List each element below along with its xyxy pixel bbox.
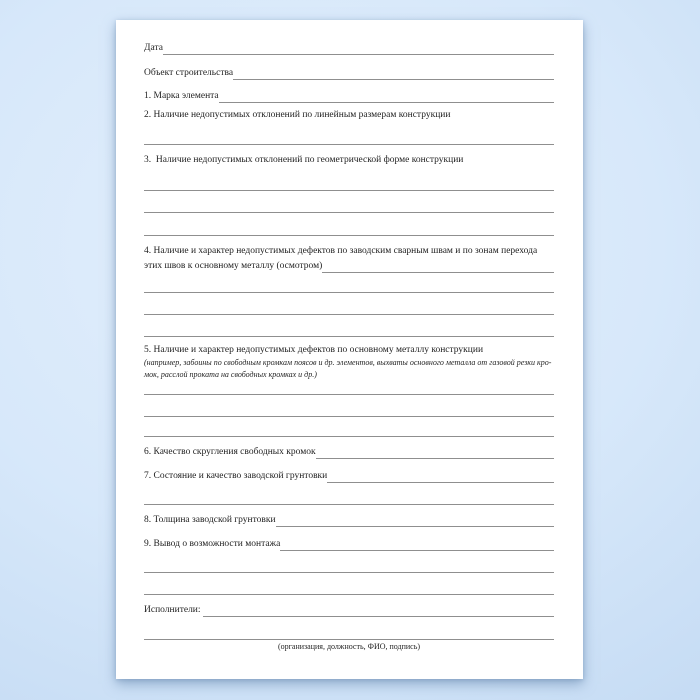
item7-primer-condition-row (144, 470, 554, 483)
blank-line (144, 212, 554, 213)
item3-geometric-deviations-text: 3. Наличие недопустимых отклонений по геометрической форме конструкции (144, 155, 464, 165)
construction-object-field-row (144, 67, 554, 80)
construction-object-fill-line (233, 67, 554, 80)
signature-line (144, 639, 554, 640)
item1-fill-line (219, 90, 554, 103)
blank-line (144, 572, 554, 573)
executors-label: Исполнители: (144, 605, 203, 615)
blank-line (144, 436, 554, 437)
blank-line (144, 235, 554, 236)
blank-line (144, 594, 554, 595)
blank-line (144, 394, 554, 395)
item4-weld-defects-row (144, 260, 554, 273)
executors-fill-line (203, 604, 554, 617)
item9-label: 9. Вывод о возможности монтажа (144, 539, 281, 549)
item2-linear-deviations-text: 2. Наличие недопустимых отклонений по линейным размерам конструкции (144, 110, 451, 120)
item9-fill-line (280, 538, 554, 551)
item8-primer-thickness-row (144, 514, 554, 527)
item1-element-mark-row (144, 90, 554, 103)
blank-line (144, 144, 554, 145)
blank-line (144, 190, 554, 191)
item9-installation-conclusion-row (144, 538, 554, 551)
item7-fill-line (327, 470, 554, 483)
item8-fill-line (276, 514, 554, 527)
item5-base-metal-defects-text: 5. Наличие и характер недопустимых дефектов по основному металлу конструкции (144, 345, 484, 355)
blank-line (144, 416, 554, 417)
date-label: Дата (144, 43, 163, 53)
item7-label: 7. Состояние и качество заводской грунтовки (144, 471, 328, 481)
item6-fill-line (316, 446, 554, 459)
item8-label: 8. Толщина заводской грунтовки (144, 515, 276, 525)
date-fill-line (163, 42, 554, 55)
blank-line (144, 292, 554, 293)
executors-row (144, 604, 554, 617)
item6-label: 6. Качество скругления свободных кромок (144, 447, 316, 457)
blank-line (144, 336, 554, 337)
item4-weld-defects-text-line1: 4. Наличие и характер недопустимых дефектов по заводским сварным швам и по зонам перехода (144, 246, 538, 256)
item5-note-line2: мок, расслой проката на свободных кромках и др.) (144, 370, 317, 379)
item4-fill-line (322, 260, 554, 273)
blank-line (144, 504, 554, 505)
item1-label: 1. Марка элемента (144, 91, 219, 101)
item5-note-line1: (например, забоины по свободным кромкам поясов и др. элементов, выхваты основного металла от газовой резки кро- (144, 358, 552, 367)
date-field-row (144, 42, 554, 55)
item6-edge-rounding-row (144, 446, 554, 459)
construction-object-label: Объект строительства (144, 68, 234, 78)
blank-line (144, 314, 554, 315)
document-page (116, 20, 583, 679)
signature-caption: (организация, должность, ФИО, подпись) (277, 642, 421, 651)
item4-label-line2: этих швов к основному металлу (осмотром) (144, 261, 323, 271)
